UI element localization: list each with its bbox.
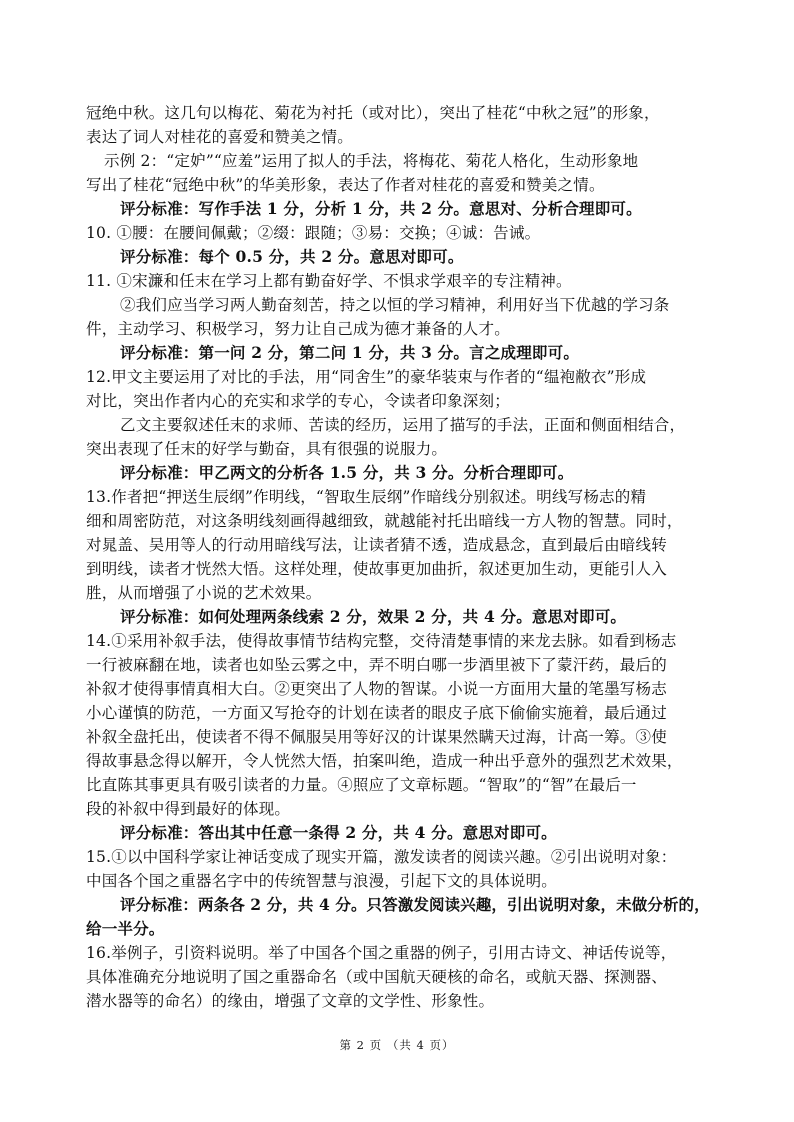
text-line: 比直陈其事更具有吸引读者的力量。④照应了文章标题。“智取”的“智”在最后一: [86, 776, 637, 794]
text-line: 对晁盖、吴用等人的行动用暗线写法，让读者猜不透，造成悬念，直到最后由暗线转: [86, 536, 667, 554]
text-line: 细和周密防范，对这条明线刻画得越细致，就越能衬托出暗线一方人物的智慧。同时，: [86, 512, 683, 530]
text-line: 补叙全盘托出，使读者不得不佩服吴用等好汉的计谋果然瞒天过海，计高一筹。③使: [86, 728, 667, 746]
answer-item: 16.举例子，引资料说明。举了中国各个国之重器的例子，引用古诗文、神话传说等，: [86, 944, 677, 962]
text-line: 乙文主要叙述任末的求师、苦读的经历，运用了描写的手法，正面和侧面相结合，: [120, 416, 686, 434]
text-line: ②我们应当学习两人勤奋刻苦，持之以恒的学习精神，利用好当下优越的学习条: [120, 296, 670, 314]
text-line: 对比，突出作者内心的充实和求学的专心，令读者印象深刻；: [86, 392, 510, 410]
text-line: 件，主动学习、积极学习，努力让自己成为德才兼备的人才。: [86, 320, 510, 338]
answer-item: 10. ①腰：在腰间佩戴；②缀：跟随；③易：交换；④诚：告诫。: [86, 224, 541, 242]
answer-item: 14.①采用补叙手法，使得故事情节结构完整，交待清楚事情的来龙去脉。如看到杨志: [86, 632, 677, 650]
scoring-standard: 给一半分。: [86, 919, 165, 938]
answer-item: 13.作者把“押送生辰纲”作明线，“智取生辰纲”作暗线分别叙述。明线写杨志的精: [86, 488, 647, 506]
text-line: 示例 2：“定妒”“应羞”运用了拟人的手法，将梅花、菊花人格化，生动形象地: [104, 152, 639, 170]
answer-item: 12.甲文主要运用了对比的手法，用“同舍生”的豪华装束与作者的“缊袍敝衣”形成: [86, 368, 647, 386]
text-line: 表达了词人对桂花的喜爱和赞美之情。: [86, 128, 353, 146]
text-line: 潜水器等的命名）的缘由，增强了文章的文学性、形象性。: [86, 992, 495, 1010]
text-line: 到明线，读者才恍然大悟。这样处理，使故事更加曲折，叙述更加生动，更能引人入: [86, 560, 667, 578]
page-number: 第 2 页 （共 4 页）: [339, 1038, 455, 1052]
answer-item: 15.①以中国科学家让神话变成了现实开篇，激发读者的阅读兴趣。②引出说明对象：: [86, 848, 677, 866]
scoring-standard: 评分标准：写作手法 1 分，分析 1 分，共 2 分。意思对、分析合理即可。: [120, 199, 642, 218]
text-line: 得故事悬念得以解开，令人恍然大悟，拍案叫绝，造成一种出乎意外的强烈艺术效果，: [86, 752, 683, 770]
text-line: 具体准确充分地说明了国之重器命名（或中国航天硬核的命名，或航天器、探测器、: [86, 968, 667, 986]
scoring-standard: 评分标准：第一问 2 分，第二问 1 分，共 3 分。言之成理即可。: [120, 343, 580, 362]
scoring-standard: 评分标准：每个 0.5 分，共 2 分。意思对即可。: [120, 247, 464, 266]
text-line: 补叙才使得事情真相大白。②更突出了人物的智谋。小说一方面用大量的笔墨写杨志: [86, 680, 667, 698]
text-line: 冠绝中秋。这几句以梅花、菊花为衬托（或对比），突出了桂花“中秋之冠”的形象，: [86, 104, 660, 122]
text-line: 一行被麻翻在地，读者也如坠云雾之中，弄不明白哪一步酒里被下了蒙汗药，最后的: [86, 656, 667, 674]
text-line: 中国各个国之重器名字中的传统智慧与浪漫，引起下文的具体说明。: [86, 872, 558, 890]
text-line: 小心谨慎的防范，一方面又写抢夺的计划在读者的眼皮子底下偷偷实施着，最后通过: [86, 704, 667, 722]
text-line: 胜，从而增强了小说的艺术效果。: [86, 584, 322, 602]
text-line: 写出了桂花“冠绝中秋”的华美形象，表达了作者对桂花的喜爱和赞美之情。: [86, 176, 605, 194]
text-line: 突出表现了任末的好学与勤奋，具有很强的说服力。: [86, 440, 448, 458]
answer-item: 11. ①宋濂和任末在学习上都有勤奋好学、不惧求学艰辛的专注精神。: [86, 272, 572, 290]
scoring-standard: 评分标准：如何处理两条线索 2 分，效果 2 分，共 4 分。意思对即可。: [120, 607, 627, 626]
scoring-standard: 评分标准：甲乙两文的分析各 1.5 分，共 3 分。分析合理即可。: [120, 463, 574, 482]
scoring-standard: 评分标准：答出其中任意一条得 2 分，共 4 分。意思对即可。: [120, 823, 557, 842]
text-line: 段的补叙中得到最好的体现。: [86, 800, 291, 818]
scoring-standard: 评分标准：两条各 2 分，共 4 分。只答激发阅读兴趣，引出说明对象，未做分析的，: [120, 895, 710, 914]
